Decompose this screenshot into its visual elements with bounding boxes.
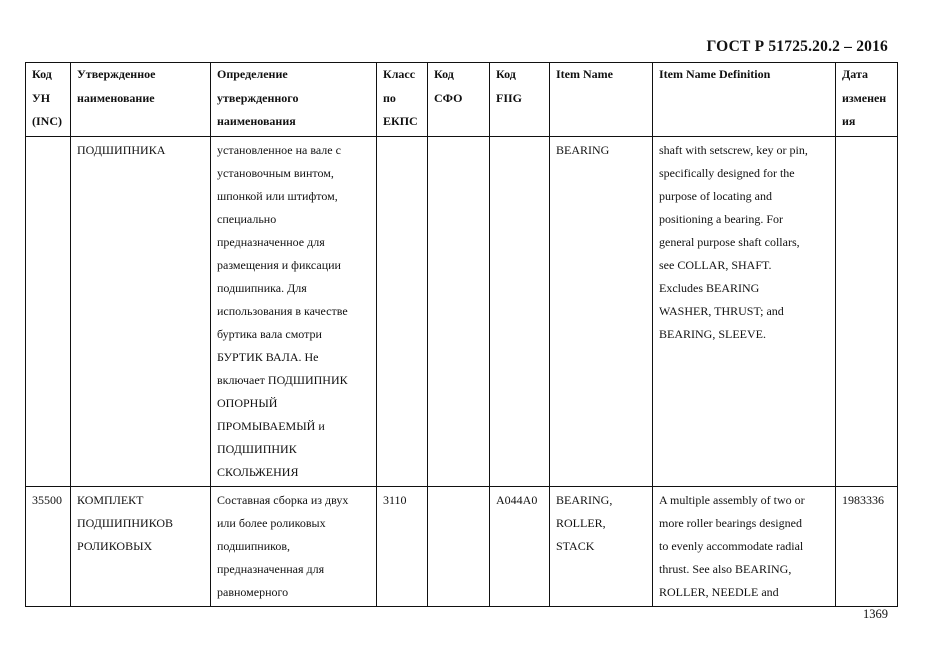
cell-text-line: A multiple assembly of two or xyxy=(659,492,805,507)
header-item-name xyxy=(550,63,653,137)
header-text-line: FIIG xyxy=(496,90,523,105)
cell-approved-name xyxy=(71,486,211,606)
cell-class xyxy=(377,486,428,606)
cell-text-line: Составная сборка из двух xyxy=(217,492,349,507)
specification-table xyxy=(25,62,898,607)
cell-change-date xyxy=(836,486,898,606)
cell-text-line: Excludes BEARING xyxy=(659,280,760,295)
header-text-line: Дата xyxy=(842,67,868,81)
header-text-line: Утвержденное xyxy=(77,67,156,81)
header-fiig-code xyxy=(490,63,550,137)
cell-fiig-code xyxy=(490,136,550,486)
table-row xyxy=(26,136,898,486)
cell-text-line: БУРТИК ВАЛА. Не xyxy=(217,349,319,364)
cell-text-line: positioning a bearing. For xyxy=(659,211,783,226)
cell-change-date xyxy=(836,136,898,486)
cell-text-line: see COLLAR, SHAFT. xyxy=(659,257,772,272)
header-text-line: Класс xyxy=(383,67,416,81)
cell-text-line: ПРОМЫВАЕМЫЙ и xyxy=(217,418,325,433)
cell-text-line: STACK xyxy=(556,538,595,553)
cell-text-line: 1983336 xyxy=(842,492,884,507)
cell-text-line: шпонкой или штифтом, xyxy=(217,188,338,203)
header-text-line: СФО xyxy=(434,90,463,105)
cell-text-line: ROLLER, NEEDLE and xyxy=(659,584,779,599)
cell-text-line: A044A0 xyxy=(496,492,538,507)
cell-text-line: или более роликовых xyxy=(217,515,326,530)
cell-text-line: установленное на вале с xyxy=(217,142,341,157)
header-text-line: наименование xyxy=(77,90,155,105)
cell-text-line: 3110 xyxy=(383,492,407,507)
cell-text-line: to evenly accommodate radial xyxy=(659,538,804,553)
cell-text-line: равномерного xyxy=(217,584,289,599)
cell-text-line: ОПОРНЫЙ xyxy=(217,395,278,410)
cell-text-line: использования в качестве xyxy=(217,303,348,318)
cell-inc-code xyxy=(26,136,71,486)
page-number: 1369 xyxy=(863,607,888,621)
cell-text-line: thrust. See also BEARING, xyxy=(659,561,792,576)
cell-definition xyxy=(211,136,377,486)
cell-text-line: ПОДШИПНИКОВ xyxy=(77,515,174,530)
header-inc-code xyxy=(26,63,71,137)
header-class xyxy=(377,63,428,137)
header-text-line: утвержденного xyxy=(217,90,299,105)
cell-fiig-code xyxy=(490,486,550,606)
header-text-line: (INC) xyxy=(32,114,62,128)
cell-text-line: КОМПЛЕКТ xyxy=(77,492,144,507)
cell-text-line: BEARING, SLEEVE. xyxy=(659,326,766,341)
header-text-line: по xyxy=(383,90,396,105)
cell-text-line: specifically designed for the xyxy=(659,165,795,180)
header-text-line: Код xyxy=(32,67,52,81)
cell-item-name-definition xyxy=(653,136,836,486)
cell-definition xyxy=(211,486,377,606)
cell-text-line: СКОЛЬЖЕНИЯ xyxy=(217,464,299,479)
cell-text-line: установочным винтом, xyxy=(217,165,334,180)
header-text-line: Код xyxy=(434,67,454,81)
header-text-line: УН xyxy=(32,90,51,105)
cell-text-line: shaft with setscrew, key or pin, xyxy=(659,142,808,157)
cell-text-line: 35500 xyxy=(32,492,62,507)
header-item-name-definition xyxy=(653,63,836,137)
cell-item-name xyxy=(550,136,653,486)
cell-approved-name xyxy=(71,136,211,486)
table-header-row xyxy=(26,63,898,137)
cell-text-line: ПОДШИПНИКА xyxy=(77,142,166,157)
cell-text-line: BEARING xyxy=(556,142,610,157)
cell-text-line: включает ПОДШИПНИК xyxy=(217,372,348,387)
cell-text-line: more roller bearings designed xyxy=(659,515,802,530)
cell-text-line: специально xyxy=(217,211,277,226)
cell-text-line: WASHER, THRUST; and xyxy=(659,303,784,318)
header-text-line: изменен xyxy=(842,90,887,105)
cell-class xyxy=(377,136,428,486)
cell-sfo-code xyxy=(428,486,490,606)
header-text-line: Код xyxy=(496,67,516,81)
cell-item-name xyxy=(550,486,653,606)
cell-text-line: подшипника. Для xyxy=(217,280,307,295)
document-standard-title: ГОСТ Р 51725.20.2 – 2016 xyxy=(706,38,888,55)
cell-text-line: предназначенное для xyxy=(217,234,325,249)
cell-text-line: ROLLER, xyxy=(556,515,606,530)
header-text-line: Определение xyxy=(217,67,288,81)
header-definition xyxy=(211,63,377,137)
header-approved-name xyxy=(71,63,211,137)
header-change-date xyxy=(836,63,898,137)
cell-text-line: general purpose shaft collars, xyxy=(659,234,800,249)
cell-text-line: буртика вала смотри xyxy=(217,326,322,341)
header-text-line: Item Name xyxy=(556,67,613,81)
cell-item-name-definition xyxy=(653,486,836,606)
table-row xyxy=(26,486,898,606)
cell-text-line: подшипников, xyxy=(217,538,290,553)
header-sfo-code xyxy=(428,63,490,137)
cell-text-line: ПОДШИПНИК xyxy=(217,441,297,456)
header-text-line: ЕКПС xyxy=(383,114,418,128)
cell-inc-code xyxy=(26,486,71,606)
header-text-line: Item Name Definition xyxy=(659,67,771,81)
cell-text-line: purpose of locating and xyxy=(659,188,772,203)
cell-text-line: РОЛИКОВЫХ xyxy=(77,538,153,553)
header-text-line: наименования xyxy=(217,114,296,128)
cell-text-line: предназначенная для xyxy=(217,561,325,576)
header-text-line: ия xyxy=(842,114,856,128)
cell-text-line: BEARING, xyxy=(556,492,613,507)
cell-sfo-code xyxy=(428,136,490,486)
cell-text-line: размещения и фиксации xyxy=(217,257,341,272)
